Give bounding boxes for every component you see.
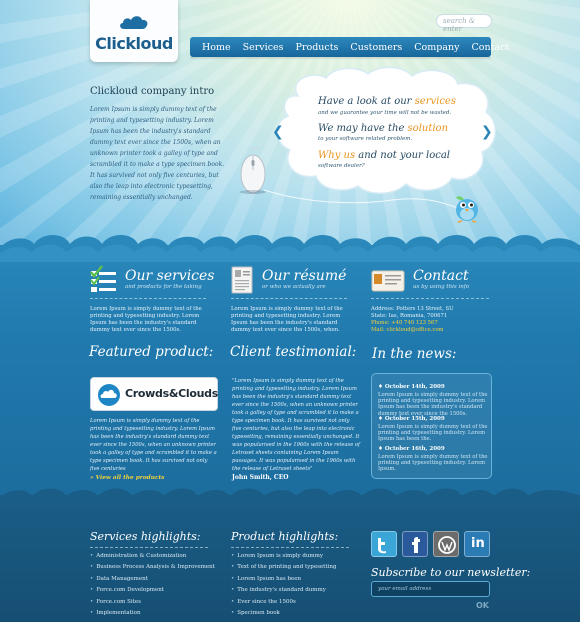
wordpress-icon[interactable] (433, 531, 459, 557)
services-highlights-title: Services highlights: (90, 530, 201, 543)
list-item[interactable]: • Specimen book (231, 608, 336, 619)
nav-contact[interactable]: Contact (471, 41, 510, 53)
slide-sub-1: and we guarantee your time will not be wasted. (318, 110, 452, 116)
cloud-logo-icon (118, 14, 150, 30)
list-item[interactable]: • Implementation (90, 608, 215, 619)
mouse-cable (262, 170, 462, 210)
linkedin-icon[interactable] (464, 531, 490, 557)
document-icon (231, 266, 253, 294)
product-highlights-title: Product highlights: (231, 530, 339, 543)
news-date-1[interactable]: ♦ October 14th, 2009 (378, 384, 445, 390)
list-item[interactable]: • Force.com Sites (90, 597, 215, 608)
linkedin-label: in (471, 536, 485, 551)
resume-title[interactable]: Our résumé (262, 268, 347, 284)
resume-divider (231, 298, 347, 299)
news-text-2: Lorem Ipsum is simply dummy text of the printing and typesetting industry. Lorem Ipsum has been the. (378, 424, 488, 443)
nav-home[interactable]: Home (202, 41, 231, 53)
list-item[interactable]: • The industry's standard dummy (231, 585, 336, 596)
list-item[interactable]: • Lorem Ipsum has been (231, 574, 336, 585)
contact-state: State: Ias, Romania, 700671 (371, 313, 448, 319)
slide-line-3 (318, 150, 450, 161)
list-item[interactable]: • Business Process Analysis & Improvement (90, 562, 215, 573)
intro-title: Clickloud company intro (90, 86, 215, 97)
slide-line-1-text: Have a look at our (318, 96, 415, 107)
nav-services[interactable]: Services (242, 41, 284, 53)
featured-product-name: Crowds&Clouds (125, 387, 218, 400)
services-highlights-list (90, 551, 215, 619)
list-item[interactable]: • Administration & Customization (90, 551, 215, 562)
logo[interactable] (90, 0, 178, 62)
product-highlights-list (231, 551, 336, 619)
main-nav (190, 37, 510, 57)
view-all-products-link[interactable]: » View all the products (90, 475, 165, 481)
resume-subtitle: or who we actually are (262, 284, 326, 290)
slider-next-icon[interactable]: ❯ (481, 124, 493, 140)
checklist-icon (90, 265, 118, 293)
newsletter-email-input[interactable]: your email address (371, 581, 490, 597)
footer-divider-2 (231, 547, 349, 548)
contact-divider (371, 298, 489, 299)
list-item[interactable]: • Data Management (90, 574, 215, 585)
slide-line-3-highlight[interactable]: Why us (318, 150, 356, 161)
newsletter-ok-button[interactable]: OK (476, 601, 489, 610)
intro-text: Lorem Ipsum is simply dummy text of the printing and typesetting industry. Lorem Ipsum has been the industry's standard dummy text ever since the 1500s, when an unknown printer took a galley of type and scrambled it to make a type specimen book. It has survived not only five centuries, but also the leap into electronic typesetting, remaining essentially unchanged. (90, 106, 225, 201)
slide-line-3-text: and not your local (355, 150, 450, 161)
featured-text: Lorem Ipsum is simply dummy text of the printing and typesetting industry. Lorem Ipsum has been the industry's standard dummy text ever since the 1500s, when an unknown printer took a galley of type and scrambled it to make a type specimen book. It has survived not only five centuries (90, 418, 217, 472)
slide-line-2-text: We may have the (318, 123, 408, 134)
slide-line-2 (318, 123, 448, 134)
twitter-icon[interactable] (371, 531, 397, 557)
nav-customers[interactable]: Customers (350, 41, 403, 53)
news-date-2[interactable]: ♦ October 15th, 2009 (378, 416, 445, 422)
services-divider (90, 298, 206, 299)
news-text-3: Lorem Ipsum is simply dummy text of the printing and typesetting industry. Lorem Ipsum. (378, 454, 488, 473)
testimonial-author: John Smith, CEO (232, 474, 289, 481)
services-subtitle: and products for the taking (125, 284, 202, 290)
list-item[interactable]: • Lorem Ipsum is simply dummy (231, 551, 336, 562)
contact-mail[interactable]: Mail: clickloud@office.com (371, 327, 444, 333)
list-item[interactable]: • Force.com Development (90, 585, 215, 596)
list-item[interactable]: • Text of the printing and typesetting (231, 562, 336, 573)
slide-sub-3: software dealer? (318, 163, 365, 169)
contact-address: Address: Potters 13 Street, SU (371, 306, 454, 312)
services-title[interactable]: Our services (125, 268, 215, 284)
slider-prev-icon[interactable]: ❮ (272, 124, 284, 140)
testimonial-text: "Lorem Ipsum is simply dummy text of the printing and typesetting industry. Lorem Ipsum has been the industry's standard dummy text ever since the 1500s, when an unknown printer took a galley of type and scrambled it to make a type specimen book. It has survived not only five centuries, but also the leap into electronic typesetting, remaining essentially unchanged. It was popularised in the 1960s with the release of Letraset sheets containing Lorem Ipsum passages. It was popularised in the 1960s with the release of Letraset sheets" (232, 378, 360, 472)
brand-name: Clickloud (95, 34, 173, 53)
nav-products[interactable]: Products (295, 41, 339, 53)
contact-subtitle: us by using this info (413, 284, 470, 290)
news-title: In the news: (372, 346, 457, 362)
resume-text: Lorem Ipsum is simply dummy text of the printing and typesetting industry. Lorem Ipsum has been the industry's standard dummy text ever since the 1500s, when. (231, 306, 343, 333)
featured-product-banner[interactable] (90, 377, 218, 411)
slide-line-1-highlight[interactable]: services (414, 96, 456, 107)
contact-phone: Phone: +40 740 123 567 (371, 320, 438, 326)
slide-line-2-highlight[interactable]: solution (407, 123, 449, 134)
crowds-clouds-logo-icon (97, 383, 121, 407)
services-text: Lorem Ipsum is simply dummy text of the printing and typesetting industry. Lorem Ipsum has been the industry's standard dummy text ever since the 1500s. (90, 306, 202, 333)
cloud-edge-top (0, 226, 580, 262)
facebook-icon[interactable] (402, 531, 428, 557)
featured-title: Featured product: (89, 344, 214, 360)
nav-company[interactable]: Company (414, 41, 460, 53)
contact-title[interactable]: Contact (413, 268, 469, 284)
list-item[interactable]: • Ever since the 1500s (231, 597, 336, 608)
footer-divider-1 (90, 547, 208, 548)
slide-sub-2: to your software related problem. (318, 136, 413, 142)
testimonial-title: Client testimonial: (230, 344, 357, 360)
news-text-1: Lorem Ipsum is simply dummy text of the printing and typesetting industry. Lorem Ipsum has been the industry's standard dummy text ever since the 1500s. (378, 392, 488, 417)
cloud-edge-footer (0, 484, 580, 506)
bird-icon (452, 192, 482, 224)
search-input[interactable]: search & enter (436, 14, 492, 28)
contact-info (371, 306, 491, 334)
news-date-3[interactable]: ♦ October 16th, 2009 (378, 446, 445, 452)
newsletter-title: Subscribe to our newsletter: (371, 566, 531, 579)
contact-card-icon (371, 270, 405, 292)
nav-shadow (190, 57, 491, 60)
slide-line-1 (318, 96, 456, 107)
